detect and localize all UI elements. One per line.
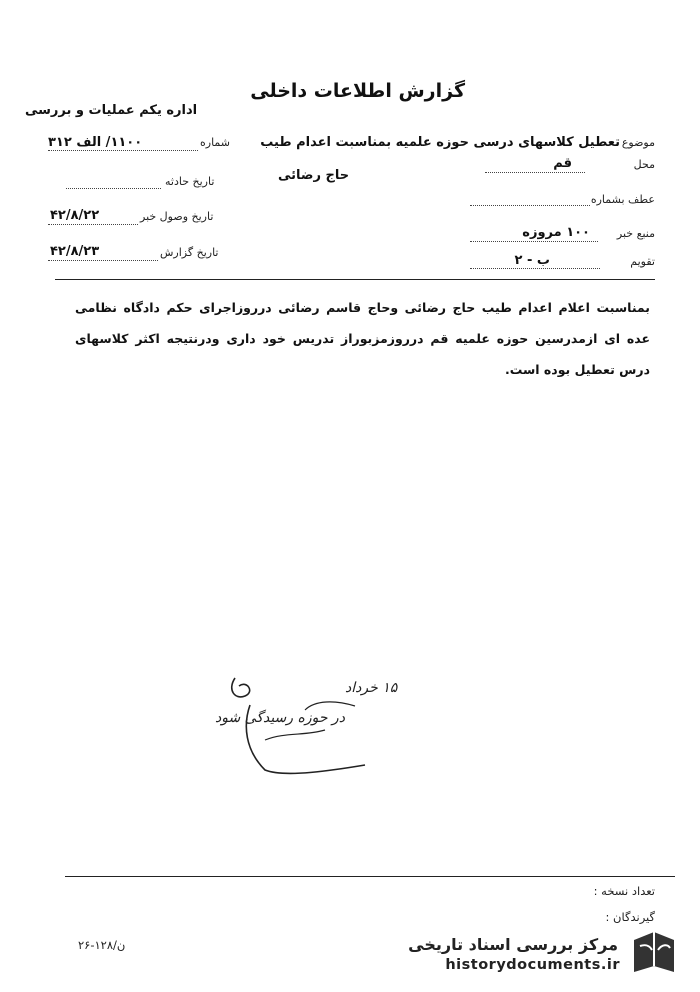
subject-value: تعطیل کلاسهای درسی حوزه علمیه بمناسبت اعدام طیب xyxy=(260,135,620,150)
place-value: قم xyxy=(553,156,572,171)
number-label: شماره xyxy=(200,136,231,149)
source-label: منبع خبر xyxy=(616,227,655,240)
event-date-label: تاریخ حادثه xyxy=(165,175,215,188)
watermark-logo xyxy=(628,928,678,978)
source-value: ۱۰۰ مروزه xyxy=(522,225,590,240)
header-divider xyxy=(55,279,655,280)
report-date-dotted-line xyxy=(48,260,158,261)
report-body: بمناسبت اعلام اعدام طیب حاج رضائی وحاج قاسم رضائی درروزاجرای حکم دادگاه نظامی عده ای ازمدرسین حوزه علمیه قم درروزمزبوراز تدریس خود داری ودرنتیجه اکثر کلاسهای درس تعطیل بوده است. xyxy=(75,300,650,377)
rating-label: تقویم xyxy=(630,255,655,268)
copies-label: تعداد نسخه : xyxy=(593,884,655,898)
handwritten-date: ۱۵ خرداد xyxy=(345,680,398,696)
number-dotted-line xyxy=(48,150,198,151)
report-date-value: ۴۲/۸/۲۳ xyxy=(50,244,100,259)
source-dotted-line xyxy=(470,241,598,242)
rating-value: ب - ۲ xyxy=(514,253,550,268)
reference-dotted-line xyxy=(470,205,590,206)
handwritten-instruction: در حوزه رسیدگی شود xyxy=(215,710,345,726)
watermark-name: مرکز بررسی اسناد تاریخی xyxy=(408,935,618,954)
event-date-dotted-line xyxy=(66,188,161,189)
number-value: ۱۱۰۰/ الف ۳۱۲ xyxy=(48,135,143,150)
department-name: اداره یکم عملیات و بررسی xyxy=(25,103,198,118)
receipt-date-label: تاریخ وصول خبر xyxy=(140,210,214,223)
footer-divider xyxy=(65,876,675,877)
subject-label: موضوع xyxy=(621,136,655,149)
rating-dotted-line xyxy=(470,268,600,269)
watermark-url: historydocuments.ir xyxy=(445,957,620,973)
handwritten-note xyxy=(205,670,405,780)
recipients-label: گیرندگان : xyxy=(605,910,655,924)
person-value: حاج رضائی xyxy=(278,168,350,183)
place-label: محل xyxy=(633,158,655,171)
book-logo-icon xyxy=(628,928,678,978)
archive-code: ۲۶-۱۲۸/ن xyxy=(78,938,126,952)
reference-label: عطف بشماره xyxy=(590,193,655,206)
place-dotted-line xyxy=(485,172,585,173)
receipt-date-dotted-line xyxy=(48,224,138,225)
receipt-date-value: ۴۲/۸/۲۲ xyxy=(50,208,100,223)
report-date-label: تاریخ گزارش xyxy=(160,246,219,259)
report-title: گزارش اطلاعات داخلی xyxy=(250,80,465,102)
